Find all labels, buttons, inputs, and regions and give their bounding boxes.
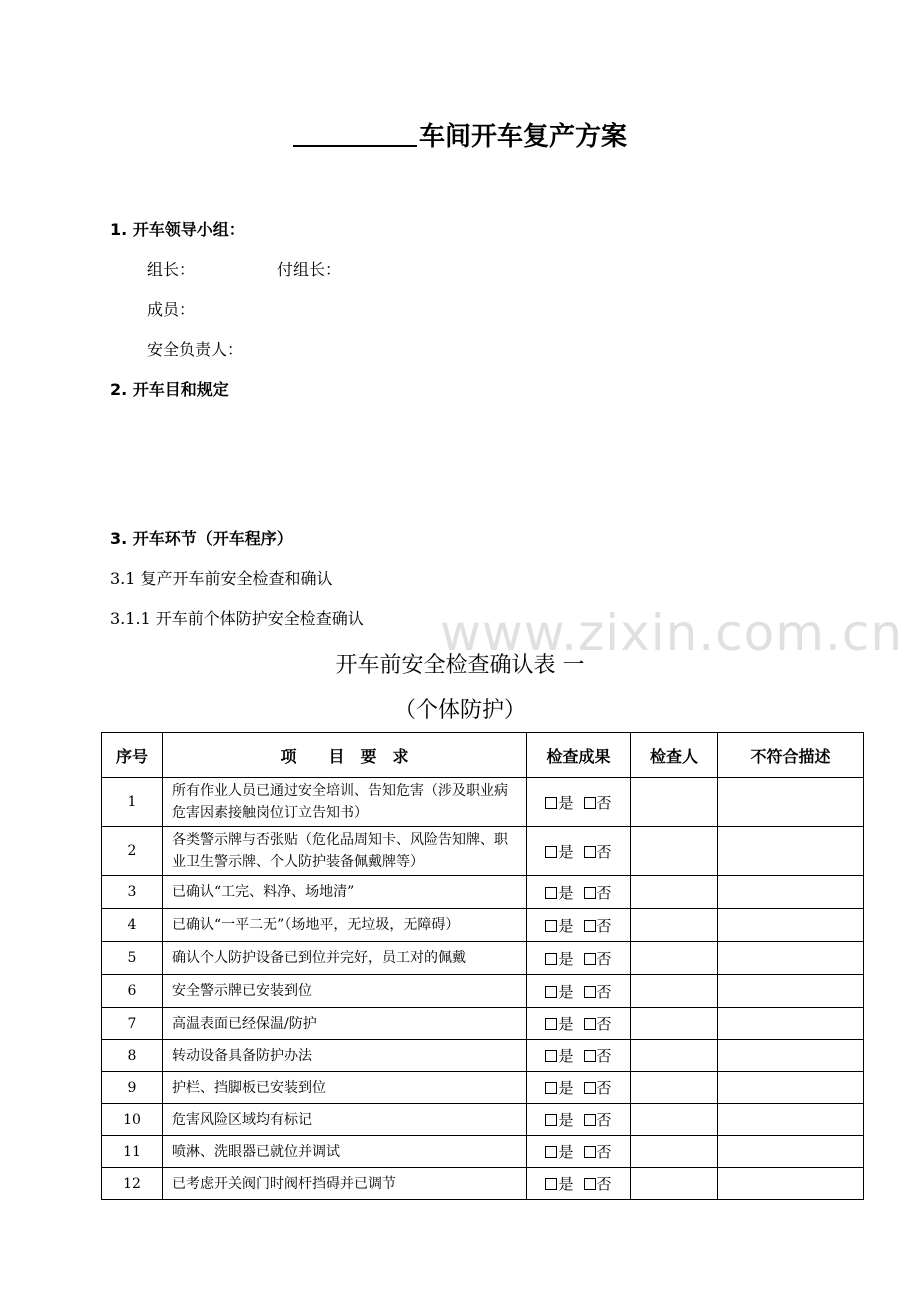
yes-checkbox[interactable] [545,986,557,998]
no-checkbox[interactable] [584,1146,596,1158]
title-text: 车间开车复产方案 [418,122,627,152]
yes-checkbox[interactable] [545,1050,557,1062]
yes-label: 是 [558,793,574,812]
yes-checkbox[interactable] [545,1146,557,1158]
row-inspector-cell[interactable] [631,1040,718,1072]
row-number: 12 [102,1168,163,1200]
yes-label: 是 [558,1143,574,1161]
row-number: 5 [102,942,163,975]
row-inspector-cell[interactable] [631,778,718,827]
row-number: 2 [102,827,163,876]
row-description-cell[interactable] [718,827,864,876]
row-inspector-cell[interactable] [631,1168,718,1200]
row-inspector-cell[interactable] [631,942,718,975]
subsection-3-1-1: 3.1.1 开车前个体防护安全检查确认 [110,609,364,628]
no-checkbox[interactable] [584,920,596,932]
table-row [102,1168,864,1200]
table-row [102,1104,864,1136]
header-description: 不符合描述 [718,733,864,778]
row-requirement: 危害风险区域均有标记 [163,1104,527,1136]
table-row [102,876,864,909]
row-result [527,1136,631,1168]
document-title [0,116,920,153]
table-row [102,1072,864,1104]
row-result [527,1072,631,1104]
no-checkbox[interactable] [584,1114,596,1126]
yes-label: 是 [558,1015,574,1033]
table-row [102,778,864,827]
no-label: 否 [596,916,612,935]
no-checkbox[interactable] [584,1082,596,1094]
yes-checkbox[interactable] [545,1178,557,1190]
table-row [102,1040,864,1072]
subsection-3-1: 3.1 复产开车前安全检查和确认 [110,569,333,588]
row-inspector-cell[interactable] [631,1008,718,1040]
no-checkbox[interactable] [584,986,596,998]
row-inspector-cell[interactable] [631,1104,718,1136]
leader-label: 组长： [147,260,196,279]
row-requirement: 已确认“工完、料净、场地清” [163,876,527,909]
row-result [527,975,631,1008]
table-row [102,975,864,1008]
no-label: 否 [596,793,612,812]
row-description-cell[interactable] [718,942,864,975]
row-description-cell[interactable] [718,909,864,942]
yes-label: 是 [558,1175,574,1193]
row-requirement: 护栏、挡脚板已安装到位 [163,1072,527,1104]
yes-checkbox[interactable] [545,1114,557,1126]
row-result [527,827,631,876]
yes-label: 是 [558,842,574,861]
row-description-cell[interactable] [718,1136,864,1168]
section3-heading: 3. 开车环节（开车程序） [110,529,293,548]
row-description-cell[interactable] [718,1040,864,1072]
yes-checkbox[interactable] [545,953,557,965]
no-checkbox[interactable] [584,1050,596,1062]
yes-checkbox[interactable] [545,846,557,858]
yes-checkbox[interactable] [545,797,557,809]
table-title: 开车前安全检查确认表 一 [335,653,585,678]
table-row [102,909,864,942]
row-inspector-cell[interactable] [631,1072,718,1104]
yes-label: 是 [558,883,574,902]
row-inspector-cell[interactable] [631,827,718,876]
section1-heading: 1. 开车领导小组： [110,220,245,239]
no-label: 否 [596,1047,612,1065]
table-header-row [102,733,864,778]
watermark: www.zixin.com.cn [440,604,904,662]
no-label: 否 [596,842,612,861]
row-requirement: 已考虑开关阀门时阀杆挡碍并已调节 [163,1168,527,1200]
table-row [102,827,864,876]
yes-label: 是 [558,1079,574,1097]
no-checkbox[interactable] [584,1018,596,1030]
yes-label: 是 [558,949,574,968]
row-inspector-cell[interactable] [631,1136,718,1168]
no-checkbox[interactable] [584,953,596,965]
no-checkbox[interactable] [584,1178,596,1190]
row-inspector-cell[interactable] [631,876,718,909]
table-row [102,1136,864,1168]
no-label: 否 [596,883,612,902]
row-description-cell[interactable] [718,1072,864,1104]
row-description-cell[interactable] [718,1104,864,1136]
row-number: 3 [102,876,163,909]
row-description-cell[interactable] [718,1168,864,1200]
row-number: 6 [102,975,163,1008]
no-label: 否 [596,1079,612,1097]
row-number: 9 [102,1072,163,1104]
no-checkbox[interactable] [584,846,596,858]
yes-checkbox[interactable] [545,920,557,932]
row-result [527,942,631,975]
no-label: 否 [596,1111,612,1129]
row-result [527,1008,631,1040]
row-requirement: 安全警示牌已安装到位 [163,975,527,1008]
row-requirement: 喷淋、洗眼器已就位并调试 [163,1136,527,1168]
no-label: 否 [596,949,612,968]
workshop-name-blank [293,121,417,147]
yes-checkbox[interactable] [545,1018,557,1030]
row-requirement: 所有作业人员已通过安全培训、告知危害（涉及职业病危害因素接触岗位订立告知书） [163,778,527,827]
no-checkbox[interactable] [584,887,596,899]
row-result [527,909,631,942]
yes-label: 是 [558,1111,574,1129]
row-requirement: 确认个人防护设备已到位并完好，员工对的佩戴 [163,942,527,975]
row-result [527,778,631,827]
yes-label: 是 [558,1047,574,1065]
row-requirement: 转动设备具备防护办法 [163,1040,527,1072]
safety-officer-label: 安全负责人： [147,340,244,359]
no-label: 否 [596,1143,612,1161]
yes-label: 是 [558,916,574,935]
row-description-cell[interactable] [718,975,864,1008]
header-item: 项 目 要 求 [163,733,527,778]
header-inspector: 检查人 [631,733,718,778]
row-description-cell[interactable] [718,778,864,827]
header-no: 序号 [102,733,163,778]
no-label: 否 [596,1015,612,1033]
row-result [527,1040,631,1072]
row-requirement: 高温表面已经保温/防护 [163,1008,527,1040]
yes-label: 是 [558,982,574,1001]
row-inspector-cell[interactable] [631,975,718,1008]
yes-checkbox[interactable] [545,887,557,899]
row-result [527,1168,631,1200]
table-row [102,942,864,975]
row-number: 10 [102,1104,163,1136]
row-number: 11 [102,1136,163,1168]
no-label: 否 [596,982,612,1001]
members-label: 成员： [147,300,196,319]
section2-heading: 2. 开车目和规定 [110,380,229,399]
row-number: 7 [102,1008,163,1040]
table-row [102,1008,864,1040]
row-description-cell[interactable] [718,876,864,909]
deputy-leader-label: 付组长： [277,260,342,279]
row-requirement: 各类警示牌与否张贴（危化品周知卡、风险告知牌、职业卫生警示牌、个人防护装备佩戴牌等） [163,827,527,876]
row-inspector-cell[interactable] [631,909,718,942]
no-label: 否 [596,1175,612,1193]
row-number: 8 [102,1040,163,1072]
row-number: 1 [102,778,163,827]
row-requirement: 已确认“一平二无”（场地平，无垃圾，无障碍） [163,909,527,942]
row-description-cell[interactable] [718,1008,864,1040]
yes-checkbox[interactable] [545,1082,557,1094]
no-checkbox[interactable] [584,797,596,809]
table-body [102,778,864,1200]
header-result: 检查成果 [527,733,631,778]
checklist-table [101,732,864,1200]
table-subtitle: （个体防护） [393,698,526,723]
row-number: 4 [102,909,163,942]
row-result [527,1104,631,1136]
row-result [527,876,631,909]
